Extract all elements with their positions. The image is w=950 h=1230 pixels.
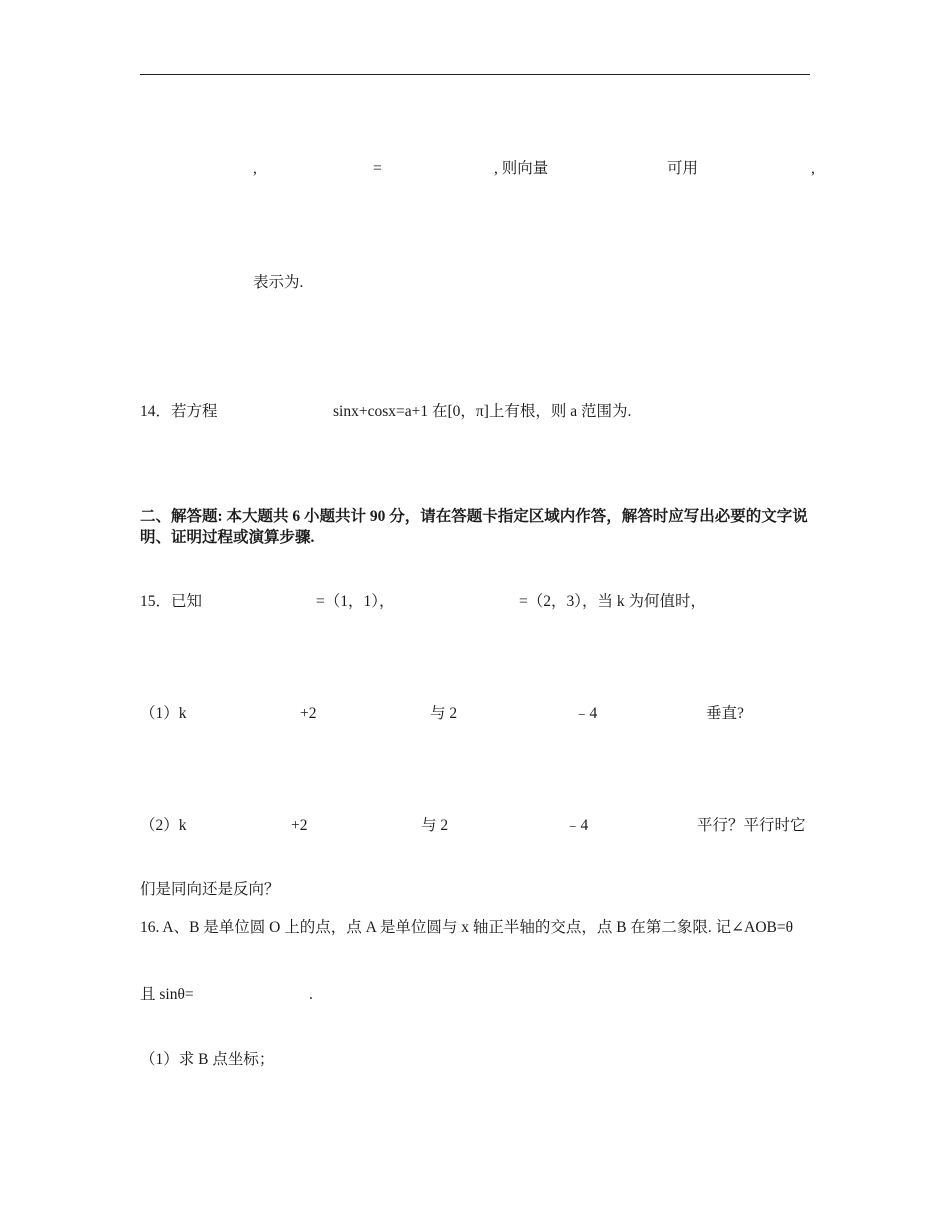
- q15-part2-plus2: +2: [291, 817, 308, 834]
- q15-part1-end: 垂直?: [706, 705, 744, 722]
- q13-comma-2: ,: [811, 160, 815, 177]
- q13-then-vector: , 则向量: [494, 160, 549, 177]
- q16-line2-start: 且 sinθ=: [140, 986, 194, 1003]
- q14-number: 14．若方程: [140, 403, 218, 420]
- q16-line1: 16. A、B 是单位圆 O 上的点，点 A 是单位圆与 x 轴正半轴的交点，点 B 在第二象限. 记∠AOB=θ: [140, 919, 794, 936]
- q16-part1: （1）求 B 点坐标；: [140, 1051, 275, 1068]
- q13-equals: =: [373, 160, 382, 177]
- q15-part2-continuation: 们是同向还是反向？: [140, 881, 280, 898]
- section-heading: 二、解答题: 本大题共 6 小题共计 90 分，请在答题卡指定区域内作答，解答时应写出必要的文字说明、证明过程或演算步骤.: [140, 508, 808, 546]
- q15-part2-and2: 与 2: [421, 817, 449, 834]
- q15-part2-minus4: ﹣4: [565, 817, 589, 834]
- q13-comma-1: ,: [253, 160, 257, 177]
- q15-vector-b: =（2，3），当 k 为何值时，: [519, 593, 706, 610]
- q13-can-use: 可用: [667, 160, 699, 177]
- q15-part1-label: （1）k: [140, 705, 187, 722]
- q15-part2-end: 平行？平行时它: [697, 817, 806, 834]
- q16-line2-period: .: [309, 986, 313, 1003]
- q15-vector-a: =（1，1），: [316, 593, 395, 610]
- q15-part1-and2: 与 2: [430, 705, 458, 722]
- q14-equation: sinx+cosx=a+1 在[0，π]上有根，则 a 范围为.: [333, 403, 632, 420]
- q15-part1-plus2: +2: [300, 705, 317, 722]
- q15-part1-minus4: ﹣4: [574, 705, 598, 722]
- q13-expressed-as: 表示为.: [253, 274, 304, 291]
- q15-number: 15．已知: [140, 593, 203, 610]
- header-rule: [140, 74, 810, 75]
- q15-part2-label: （2）k: [140, 817, 187, 834]
